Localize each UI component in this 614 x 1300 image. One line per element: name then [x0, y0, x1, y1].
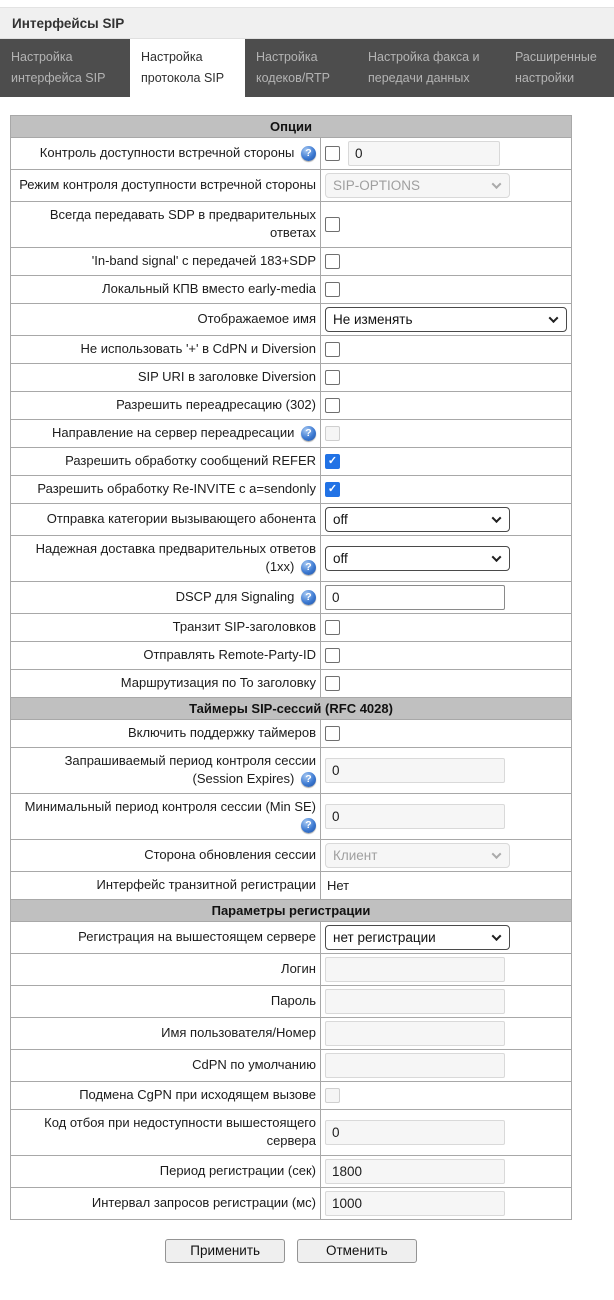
row-label: Направление на сервер переадресации: [52, 425, 295, 441]
row-controls: [325, 843, 567, 868]
row-control-cell: [321, 170, 572, 202]
help-icon[interactable]: ?: [301, 772, 316, 787]
row-control-cell: [321, 719, 572, 747]
tab-настройка-кодеков-rtp[interactable]: Настройка кодеков/RTP: [256, 50, 330, 85]
row-controls: [325, 370, 567, 385]
select[interactable]: [325, 507, 510, 532]
form-row: [11, 535, 572, 581]
row-controls: [325, 1159, 567, 1184]
row-controls: [325, 342, 567, 357]
page-title: Интерфейсы SIP: [12, 15, 125, 31]
checkbox[interactable]: [325, 620, 340, 635]
tab-настройка-факса-и-передачи-данных[interactable]: Настройка факса и передачи данных: [368, 50, 480, 85]
row-controls: [325, 173, 567, 198]
row-controls: [325, 141, 567, 166]
form-row: [11, 247, 572, 275]
row-label-cell: [11, 581, 321, 613]
tab-настройка-протокола-sip[interactable]: Настройка протокола SIP: [130, 39, 245, 97]
help-icon[interactable]: ?: [301, 560, 316, 575]
row-label: Не использовать '+' в CdPN и Diversion: [80, 341, 316, 357]
form-row: [11, 747, 572, 793]
text-input: [325, 1191, 505, 1216]
form-row: [11, 303, 572, 335]
select[interactable]: [325, 925, 510, 950]
select[interactable]: [325, 546, 510, 571]
form-row: [11, 1017, 572, 1049]
select-value: SIP-OPTIONS: [333, 178, 421, 193]
form-row: [11, 669, 572, 697]
checkbox[interactable]: [325, 398, 340, 413]
text-input: [325, 1159, 505, 1184]
checkbox[interactable]: [325, 454, 340, 469]
row-control-cell: [321, 953, 572, 985]
row-control-cell: [321, 921, 572, 953]
row-label-cell: [11, 793, 321, 839]
checkbox: [325, 1088, 340, 1103]
row-label: Пароль: [270, 992, 316, 1008]
row-label: Включить поддержку таймеров: [127, 725, 316, 741]
row-label: Транзит SIP-заголовков: [172, 619, 316, 635]
row-control-cell: [321, 247, 572, 275]
text-input: [325, 989, 505, 1014]
settings-form: [0, 97, 614, 1263]
apply-button[interactable]: Применить: [165, 1239, 285, 1263]
cancel-button[interactable]: Отменить: [297, 1239, 417, 1263]
row-label: Маршрутизация по To заголовку: [120, 675, 316, 691]
row-controls: [325, 676, 567, 691]
row-control-cell: [321, 303, 572, 335]
row-label: Интервал запросов регистрации (мс): [91, 1194, 316, 1210]
row-label-cell: [11, 138, 321, 170]
row-control-cell: [321, 363, 572, 391]
row-controls: [325, 925, 567, 950]
form-row: [11, 641, 572, 669]
checkbox[interactable]: [325, 370, 340, 385]
row-label: Всегда передавать SDP в предварительных ответах: [49, 207, 316, 241]
row-controls: [325, 307, 567, 332]
row-label-cell: [11, 719, 321, 747]
form-row: [11, 138, 572, 170]
form-row: [11, 871, 572, 899]
form-row: [11, 170, 572, 202]
row-controls: [325, 648, 567, 663]
row-label: Минимальный период контроля сессии (Min SE): [24, 798, 316, 814]
chevron-down-icon: [492, 931, 502, 941]
action-buttons: [10, 1239, 572, 1263]
row-controls: [325, 546, 567, 571]
form-row: [11, 503, 572, 535]
row-label-cell: [11, 613, 321, 641]
chevron-down-icon: [549, 313, 559, 323]
row-control-cell: [321, 613, 572, 641]
checkbox[interactable]: [325, 254, 340, 269]
row-control-cell: [321, 535, 572, 581]
row-control-cell: [321, 747, 572, 793]
row-label: Контроль доступности встречной стороны: [39, 145, 295, 161]
row-controls: [325, 804, 567, 829]
row-label-cell: [11, 335, 321, 363]
chevron-down-icon: [492, 849, 502, 859]
row-control-cell: [321, 793, 572, 839]
form-row: [11, 275, 572, 303]
row-label: DSCP для Signaling: [175, 589, 295, 605]
form-row: [11, 419, 572, 447]
row-label-cell: [11, 669, 321, 697]
form-row: [11, 1109, 572, 1155]
form-row: [11, 1049, 572, 1081]
row-label: Запрашиваемый период контроля сессии (Session Expires): [64, 752, 316, 787]
text-input: [348, 141, 500, 166]
tab-настройка-интерфейса-sip[interactable]: Настройка интерфейса SIP: [11, 50, 106, 85]
help-icon[interactable]: ?: [301, 146, 316, 161]
row-controls: [325, 878, 567, 893]
help-icon[interactable]: ?: [301, 590, 316, 605]
form-row: [11, 839, 572, 871]
row-label: Код отбоя при недоступности вышестоящего сервера: [44, 1114, 316, 1149]
row-label: Отправка категории вызывающего абонента: [46, 511, 316, 527]
section-header-row: [11, 697, 572, 719]
row-label: Период регистрации (сек): [159, 1162, 316, 1178]
select-value: Не изменять: [333, 311, 413, 327]
row-controls: [325, 1053, 567, 1078]
row-label: Разрешить обработку сообщений REFER: [65, 453, 316, 469]
checkbox: [325, 426, 340, 441]
section-header: Таймеры SIP-сессий (RFC 4028): [11, 697, 572, 719]
row-label-cell: [11, 1109, 321, 1155]
select: [325, 843, 510, 868]
row-label-cell: [11, 475, 321, 503]
row-control-cell: [321, 1187, 572, 1219]
row-label-cell: [11, 985, 321, 1017]
chevron-down-icon: [492, 179, 502, 189]
row-controls: [325, 585, 567, 610]
row-label-cell: [11, 921, 321, 953]
form-row: [11, 581, 572, 613]
row-control-cell: [321, 1081, 572, 1109]
text-input[interactable]: [325, 585, 505, 610]
select[interactable]: [325, 307, 567, 332]
row-label: Подмена CgPN при исходящем вызове: [79, 1086, 316, 1102]
checkbox[interactable]: [325, 648, 340, 663]
row-label-cell: [11, 1081, 321, 1109]
text-input: [325, 1053, 505, 1078]
row-controls: [325, 1191, 567, 1216]
row-control-cell: [321, 503, 572, 535]
row-label-cell: [11, 202, 321, 248]
row-controls: [325, 989, 567, 1014]
row-control-cell: [321, 391, 572, 419]
text-input: [325, 804, 505, 829]
section-header: Параметры регистрации: [11, 899, 572, 921]
row-label-cell: [11, 503, 321, 535]
row-label-cell: [11, 839, 321, 871]
row-control-cell: [321, 641, 572, 669]
row-controls: [325, 1120, 567, 1145]
page-title-bar: [0, 7, 614, 39]
row-controls: [325, 957, 567, 982]
row-label: Разрешить обработку Re-INVITE с a=sendonly: [37, 481, 316, 497]
row-controls: [325, 398, 567, 413]
row-control-cell: [321, 1109, 572, 1155]
row-label: 'In-band signal' с передачей 183+SDP: [91, 253, 316, 269]
row-controls: [325, 1088, 567, 1103]
form-row: [11, 363, 572, 391]
tab-bar: [0, 39, 614, 97]
options-table: [10, 115, 572, 1220]
row-label: Интерфейс транзитной регистрации: [96, 876, 316, 892]
row-label-cell: [11, 641, 321, 669]
row-control-cell: [321, 202, 572, 248]
row-control-cell: [321, 275, 572, 303]
checkbox[interactable]: [325, 726, 340, 741]
row-controls: [325, 217, 567, 232]
row-label-cell: [11, 953, 321, 985]
select: [325, 173, 510, 198]
tab-расширенные-настройки[interactable]: Расширенные настройки: [515, 50, 597, 85]
row-controls: [325, 426, 567, 441]
form-row: [11, 202, 572, 248]
row-label: Логин: [281, 960, 316, 976]
row-control-cell: [321, 871, 572, 899]
form-row: [11, 793, 572, 839]
row-label-cell: [11, 303, 321, 335]
form-row: [11, 613, 572, 641]
select-value: off: [333, 550, 348, 566]
row-label: Локальный КПВ вместо early-media: [102, 281, 316, 297]
form-row: [11, 1187, 572, 1219]
row-label-cell: [11, 170, 321, 202]
row-controls: [325, 454, 567, 469]
row-controls: [325, 758, 567, 783]
form-row: [11, 921, 572, 953]
form-row: [11, 1155, 572, 1187]
select-value: off: [333, 511, 348, 527]
help-icon[interactable]: ?: [301, 426, 316, 441]
section-header-row: [11, 899, 572, 921]
row-control-cell: [321, 1049, 572, 1081]
row-label: Режим контроля доступности встречной стороны: [19, 177, 316, 193]
checkbox[interactable]: [325, 217, 340, 232]
form-row: [11, 475, 572, 503]
row-controls: [325, 1021, 567, 1046]
checkbox[interactable]: [325, 482, 340, 497]
select-value: нет регистрации: [333, 929, 436, 945]
text-input: [325, 957, 505, 982]
readonly-value: Нет: [327, 877, 350, 893]
row-control-cell: [321, 447, 572, 475]
row-control-cell: [321, 669, 572, 697]
text-input: [325, 1120, 505, 1145]
row-control-cell: [321, 1155, 572, 1187]
row-control-cell: [321, 419, 572, 447]
row-label-cell: [11, 1187, 321, 1219]
help-icon[interactable]: ?: [301, 818, 316, 833]
row-label-cell: [11, 1155, 321, 1187]
row-controls: [325, 726, 567, 741]
row-label: Разрешить переадресацию (302): [116, 397, 316, 413]
row-label-cell: [11, 1017, 321, 1049]
row-control-cell: [321, 475, 572, 503]
row-label: Надежная доставка предварительных ответов (1xx): [35, 540, 316, 575]
row-controls: [325, 482, 567, 497]
form-row: [11, 719, 572, 747]
row-control-cell: [321, 985, 572, 1017]
form-row: [11, 335, 572, 363]
row-control-cell: [321, 1017, 572, 1049]
row-label-cell: [11, 247, 321, 275]
row-label: Регистрация на вышестоящем сервере: [78, 928, 316, 944]
row-label-cell: [11, 419, 321, 447]
row-label-cell: [11, 275, 321, 303]
form-row: [11, 953, 572, 985]
row-label-cell: [11, 1049, 321, 1081]
row-label-cell: [11, 391, 321, 419]
row-label: SIP URI в заголовке Diversion: [137, 369, 316, 385]
row-label-cell: [11, 747, 321, 793]
form-row: [11, 985, 572, 1017]
section-header-row: [11, 116, 572, 138]
row-label: Имя пользователя/Номер: [161, 1024, 316, 1040]
form-row: [11, 1081, 572, 1109]
section-header: Опции: [11, 116, 572, 138]
checkbox[interactable]: [325, 342, 340, 357]
row-control-cell: [321, 581, 572, 613]
row-controls: [325, 507, 567, 532]
form-row: [11, 447, 572, 475]
select-value: Клиент: [333, 847, 378, 863]
checkbox[interactable]: [325, 146, 340, 161]
checkbox[interactable]: [325, 676, 340, 691]
row-label: Отправлять Remote-Party-ID: [143, 647, 316, 663]
row-label: Сторона обновления сессии: [144, 846, 316, 862]
checkbox[interactable]: [325, 282, 340, 297]
chevron-down-icon: [492, 552, 502, 562]
row-control-cell: [321, 138, 572, 170]
row-label: CdPN по умолчанию: [192, 1056, 316, 1072]
text-input: [325, 1021, 505, 1046]
chevron-down-icon: [492, 513, 502, 523]
row-label-cell: [11, 363, 321, 391]
row-control-cell: [321, 839, 572, 871]
row-controls: [325, 620, 567, 635]
row-label-cell: [11, 447, 321, 475]
form-row: [11, 391, 572, 419]
row-label-cell: [11, 535, 321, 581]
text-input: [325, 758, 505, 783]
row-label: Отображаемое имя: [197, 311, 316, 327]
row-control-cell: [321, 335, 572, 363]
row-controls: [325, 282, 567, 297]
row-label-cell: [11, 871, 321, 899]
row-controls: [325, 254, 567, 269]
